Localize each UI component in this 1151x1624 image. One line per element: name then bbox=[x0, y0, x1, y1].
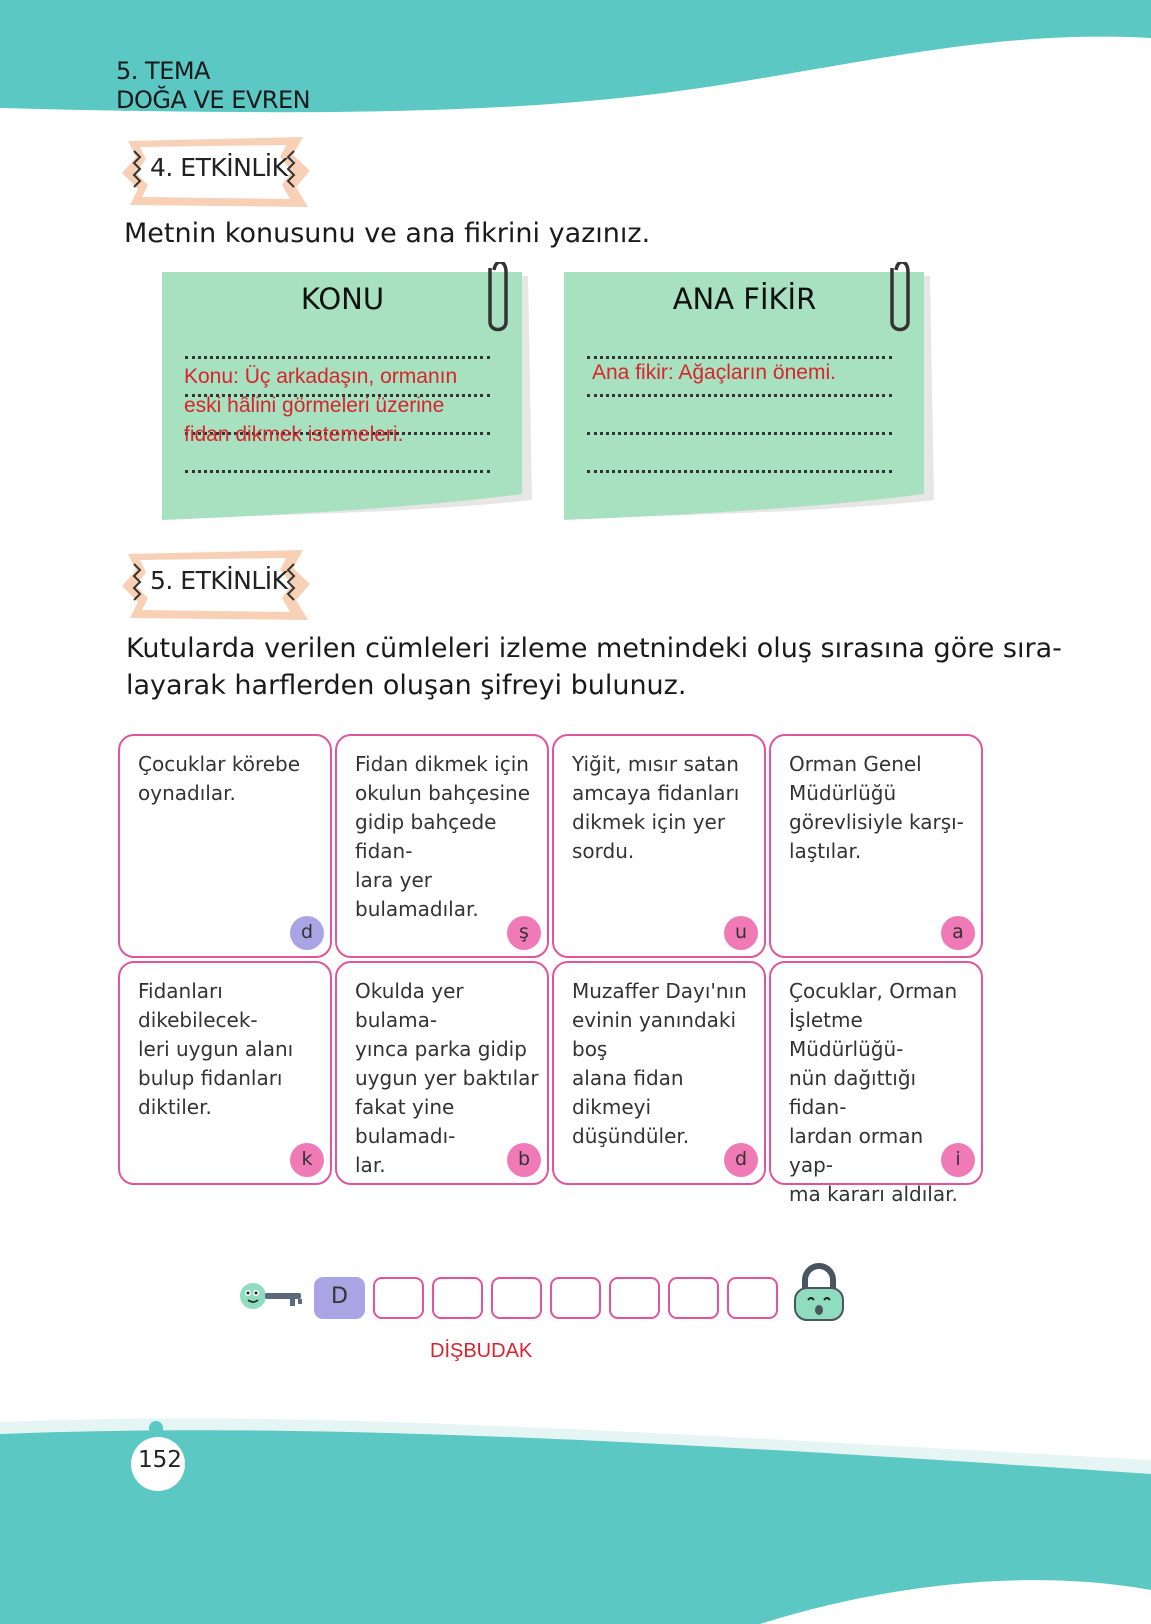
solution-text: DİŞBUDAK bbox=[430, 1340, 533, 1362]
cipher-slot[interactable] bbox=[432, 1277, 483, 1319]
konu-answer-line: Konu: Üç arkadaşın, ormanın bbox=[184, 365, 458, 388]
answer-line bbox=[587, 394, 892, 397]
cipher-slot[interactable] bbox=[491, 1277, 542, 1319]
activity4-instruction: Metnin konusunu ve ana fikrini yazınız. bbox=[124, 218, 651, 249]
cipher-slot[interactable] bbox=[668, 1277, 719, 1319]
konu-title: KONU bbox=[300, 282, 385, 316]
letter-badge: u bbox=[724, 916, 758, 950]
letter-badge: b bbox=[507, 1143, 541, 1177]
sentence-card bbox=[769, 961, 983, 1206]
letter-badge: d bbox=[724, 1143, 758, 1177]
sentence-card bbox=[118, 734, 332, 958]
sentence-card bbox=[118, 961, 332, 1185]
sentence-card bbox=[769, 734, 983, 958]
letter-badge: ş bbox=[507, 916, 541, 950]
activity4-ribbon bbox=[118, 133, 313, 211]
card-text: Fidan dikmek için okulun bahçesine gidip bahçede fidan- lara yer bulamadılar. bbox=[355, 752, 531, 921]
sentence-card bbox=[552, 734, 766, 958]
letter-badge: i bbox=[941, 1143, 975, 1177]
ana-fikir-title: ANA FİKİR bbox=[672, 282, 817, 316]
konu-answer-line: fidan dikmek istemeleri. bbox=[184, 423, 404, 446]
answer-line bbox=[185, 470, 490, 473]
answer-line bbox=[587, 470, 892, 473]
card-text: Orman Genel Müdürlüğü görevlisiyle karşı- laştılar. bbox=[789, 752, 964, 863]
konu-note bbox=[160, 262, 525, 517]
ana-fikir-answer-line: Ana fikir: Ağaçların önemi. bbox=[592, 361, 836, 384]
konu-answer bbox=[184, 362, 457, 449]
activity5-ribbon bbox=[118, 546, 313, 624]
ana-fikir-answer bbox=[592, 358, 836, 387]
sentence-card bbox=[335, 961, 549, 1185]
letter-badge: d bbox=[290, 916, 324, 950]
card-text: Muzaffer Dayı'nın evinin yanındaki boş alana fidan dikmeyi düşündüler. bbox=[572, 979, 747, 1148]
theme-name: DOĞA VE EVREN bbox=[116, 86, 311, 114]
activity4-label: 4. ETKİNLİK bbox=[150, 153, 288, 182]
activity5-instruction-line1: Kutularda verilen cümleleri izleme metnindeki oluş sırasına göre sıra- bbox=[126, 633, 1062, 664]
sentence-card bbox=[552, 961, 766, 1185]
card-text: Yiğit, mısır satan amcaya fidanları dikmek için yer sordu. bbox=[572, 752, 740, 863]
letter-badge: k bbox=[290, 1143, 324, 1177]
cipher-slot[interactable] bbox=[609, 1277, 660, 1319]
cipher-slot[interactable] bbox=[373, 1277, 424, 1319]
card-text: Okulda yer bulama- yınca parka gidip uygun yer baktılar fakat yine bulamadı- lar. bbox=[355, 979, 539, 1177]
cipher-slot[interactable] bbox=[727, 1277, 778, 1319]
page-number: 152 bbox=[138, 1447, 182, 1473]
konu-answer-line: eski hâlini görmeleri üzerine bbox=[184, 394, 445, 417]
theme-number: 5. TEMA bbox=[116, 57, 210, 85]
activity5-instruction-line2: layarak harflerden oluşan şifreyi bulunuz. bbox=[126, 670, 687, 701]
sentence-card bbox=[335, 734, 549, 958]
cipher-slot[interactable] bbox=[550, 1277, 601, 1319]
answer-line bbox=[185, 356, 490, 359]
cipher-slot[interactable]: D bbox=[314, 1277, 365, 1319]
card-text: Çocuklar körebe oynadılar. bbox=[138, 752, 301, 805]
ana-fikir-note bbox=[562, 262, 927, 517]
answer-line bbox=[587, 432, 892, 435]
card-text: Fidanları dikebilecek- leri uygun alanı bulup fidanları diktiler. bbox=[138, 979, 294, 1119]
lock-icon bbox=[788, 1262, 850, 1324]
card-text: Çocuklar, Orman İşletme Müdürlüğü- nün dağıttığı fidan- lardan orman yap- ma kararı aldılar. bbox=[789, 979, 958, 1206]
key-icon bbox=[236, 1278, 306, 1314]
activity5-label: 5. ETKİNLİK bbox=[150, 566, 288, 595]
letter-badge: a bbox=[941, 916, 975, 950]
